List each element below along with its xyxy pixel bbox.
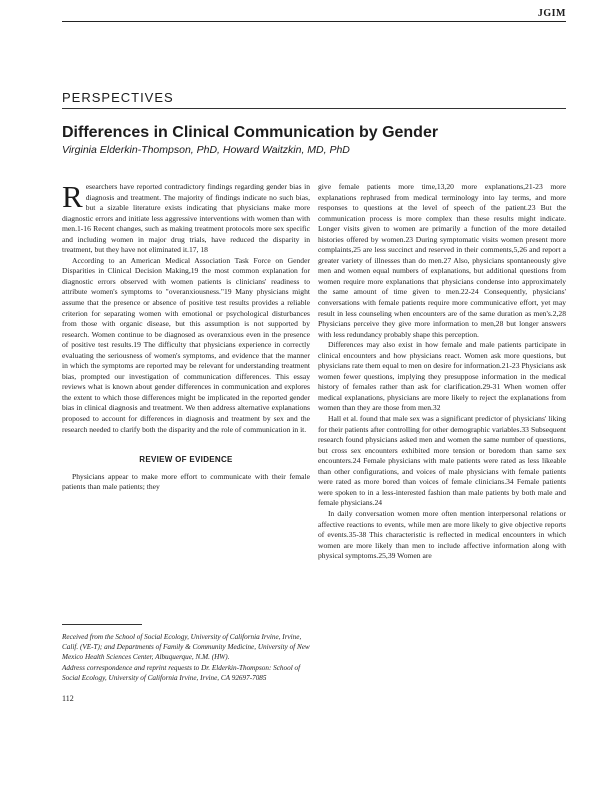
intro-paragraph: [62, 179, 310, 256]
article-title: Differences in Clinical Communication by Gender: [62, 124, 439, 141]
right-column: [318, 182, 566, 562]
body-paragraph: According to an American Medical Association Task Force on Gender Disparities in Clinical Decision Making,19 the most common explanation for diagnostic errors observed with women patients is clinicians' readiness to attribute women's symptoms to "overanxiousness."19 Many physicians might assume that the presence or absence of positive test results provides a reliable criterion for separating women with emotional or psychological disturbances from those with organic disease, but this assumption is not supported by research. Women continue to be diagnosed as overanxious even in the presence of positive test results.19 The difficulty that physicians experience in correctly evaluating the seriousness of women's symptoms, and evidence that the manner in which the symptoms are reported may be relevant for understanding treatment bias, prompted our investigation of communication differences. This essay reviews what is known about gender differences in communication and explores the extent to which those differences might be implicated in the reported gender bias in clinical diagnosis and treatment. We then address alternative explanations proposed to account for differences in diagnosis and treatment by sex and the research needed to clarify both the disparity and the role of communication in it.: [62, 255, 310, 434]
body-paragraph: In daily conversation women more often mention interpersonal relations or affective reactions to events, while men are more likely to give objective reports of events.35-38 This characteristic is reflected in medical encounters in which women are more likely than men to include affective information along with physical symptoms.25,39 Women are: [318, 508, 566, 561]
section-rule: [62, 108, 566, 109]
body-paragraph: Hall et al. found that male sex was a significant predictor of physicians' liking for their patients after controlling for other demographic variables.33 Subsequent research found physicians asked men and women the same number of questions, but cross sex encounters exhibited more tension or boredom than same sex encounters.24 Female physicians with male patients were rated as less likeable than other configurations, and voices of male physicians with female patients were rated as more bored than voices of female clinicians.34 Female patients were spoken to in a less-interested fashion than male patients by both male and female physicians.24: [318, 414, 566, 508]
body-paragraph: Differences may also exist in how female and male patients participate in clinical encounters and how physicians react. Women ask more questions, but physicians rate them equal to men on desire for information.21-23 Physicians ask women fewer questions, implying they presuppose information in the medical history of females rather than ask for clarification.29-31 When women offer medical explanations, physicians are more likely to reject the explanations from women than they are those from men.32: [318, 340, 566, 413]
journal-abbreviation: JGIM: [537, 8, 566, 19]
section-label: PERSPECTIVES: [62, 90, 174, 105]
page-number: 112: [62, 694, 74, 703]
left-column: [62, 179, 310, 493]
footnote-received: Received from the School of Social Ecology, University of California Irvine, Irvine, Calif. (VE-T); and Departments of Family & Community Medicine, University of New Mexico Health Sciences Center, Albuquerque, N.M. (HW).: [62, 633, 310, 661]
footnote: [62, 632, 310, 684]
footnote-rule: [62, 624, 142, 625]
drop-cap: R: [62, 179, 83, 214]
body-paragraph: give female patients more time,13,20 more explanations,21-23 more explanations rephrased from medical terminology into lay terms, and more responses to questions at the level of speech of the patient.23 But the communication process is more complex than these results might indicate. Longer visits given to women are primarily a function of the more detailed histories offered by women.23 During symptomatic visits women present more complaints,25 are less succinct and reserved in their comments,5,26 and report a greater variety of illnesses than do men.27 Also, physicians spontaneously give men and women equal numbers of explanations, but additional questions from women require more explanations that physicians condense into approximately the same amount of time given to men.22-24 Consequently, physicians' conversations with female patients require more communicative effort, yet may result in less counseling when encounters are of the same duration as men's.2,28 Physicians perceive they give more information to men,28 but longer answers with less redundancy probably shape this perception.: [318, 182, 566, 339]
intro-paragraph-text: esearchers have reported contradictory findings regarding gender bias in diagnosis and treatment. The majority of findings indicate no such bias, but a sizable literature exists indicating that physicians make more diagnostic errors and initiate less aggressive interventions with women than with men.1-16 Recent changes, such as making treatment protocols more sex specific and including women in major drug trials, have reduced the disparity in treatment, but they have not eliminated it.17, 18: [62, 182, 310, 255]
footnote-address: Address correspondence and reprint requests to Dr. Elderkin-Thompson: School of Social Ecology, University of California Irvine, Irvine, CA 92697-7085: [62, 664, 301, 682]
article-authors: Virginia Elderkin-Thompson, PhD, Howard Waitzkin, MD, PhD: [62, 144, 350, 156]
header-rule: [62, 21, 566, 22]
body-paragraph: Physicians appear to make more effort to communicate with their female patients than male patients; they: [62, 471, 310, 492]
section-subheading: REVIEW OF EVIDENCE: [139, 455, 233, 465]
